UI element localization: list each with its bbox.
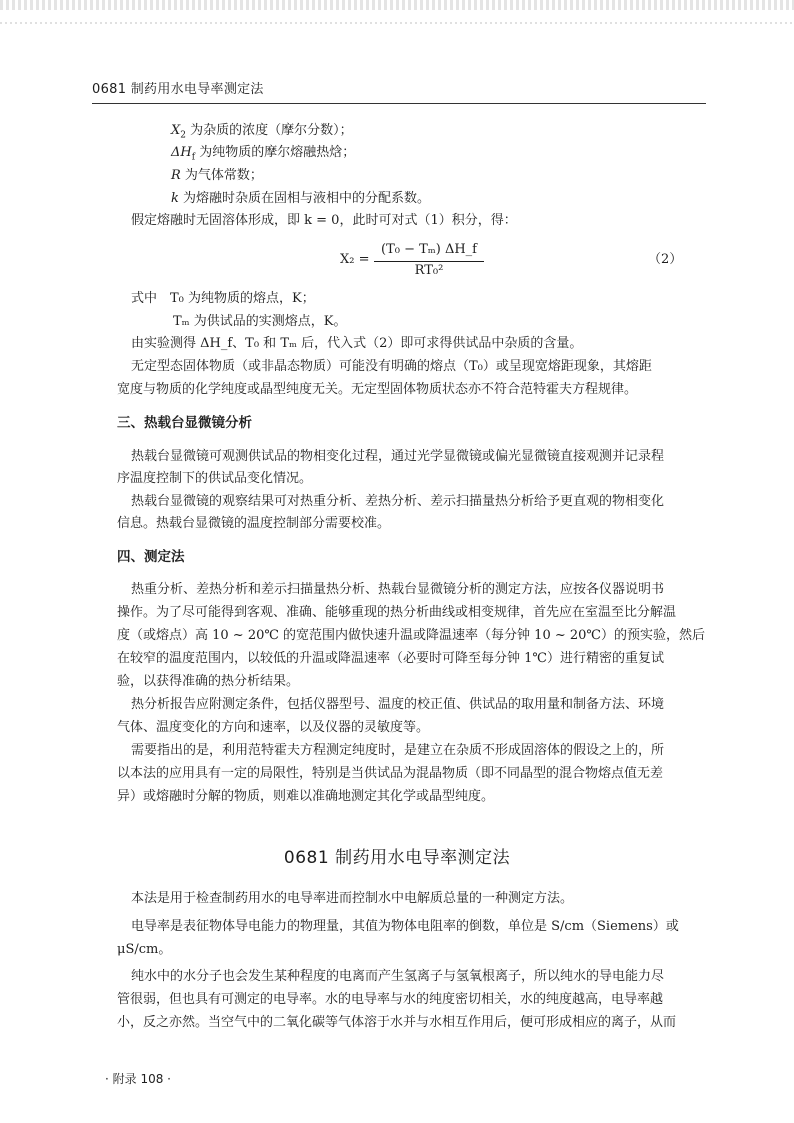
definition-x2: $X_2$ 为杂质的浓度（摩尔分数）； xyxy=(171,123,353,141)
section-4-para-line: 需要指出的是，利用范特霍夫方程测定纯度时，是建立在杂质不形成固溶体的假设之上的，所 xyxy=(131,743,665,758)
section-4-para-line: 在较窄的温度范围内，以较低的升温或降温速率（必要时可降至每分钟 1℃）进行精密的重复试 xyxy=(117,651,664,666)
chapter-para-line: 电导率是表征物体导电能力的物理量，其值为物体电阻率的倒数，单位是 S/cm（Siemens）或 xyxy=(131,919,679,934)
section-4-title: 四、测定法 xyxy=(117,549,185,565)
chapter-title: 0681 制药用水电导率测定法 xyxy=(283,848,511,868)
section-3-para-line: 热载台显微镜的观察结果可对热重分析、差热分析、差示扫描量热分析给予更直观的物相变化 xyxy=(131,494,665,509)
section-3-para-line: 信息。热载台显微镜的温度控制部分需要校准。 xyxy=(117,516,391,531)
chapter-para-line: 纯水中的水分子也会发生某种程度的电离而产生氢离子与氢氧根离子，所以纯水的导电能力尽 xyxy=(131,969,665,984)
measure-line: 由实验测得 ΔH_f、T₀ 和 Tₘ 后，代入式（2）即可求得供试品中杂质的含量。 xyxy=(131,336,583,351)
definition-r: R 为气体常数； xyxy=(171,168,263,183)
section-4-para-line: 操作。为了尽可能得到客观、准确、能够重现的热分析曲线或相变规律，首先应在室温至比分解温 xyxy=(117,605,677,620)
section-4-para-line: 以本法的应用具有一定的局限性，特别是当供试品为混晶物质（即不同晶型的混合物熔点值无差 xyxy=(117,766,664,781)
section-4-para-line: 气体、温度变化的方向和速率，以及仪器的灵敏度等。 xyxy=(117,720,430,735)
where-line-t0: 式中 T₀ 为纯物质的熔点，K； xyxy=(131,291,315,306)
equation-denominator: RT₀² xyxy=(414,263,444,278)
equation-numerator: (T₀ − Tₘ) ΔH_f xyxy=(381,242,477,257)
section-4-para-line: 验，以获得准确的热分析结果。 xyxy=(117,674,300,689)
definition-k: k 为熔融时杂质在固相与液相中的分配系数。 xyxy=(171,191,431,206)
equation-lhs: X₂ = xyxy=(340,252,370,267)
section-4-para-line: 度（或熔点）高 10 ~ 20℃ 的宽范围内做快速升温或降温速率（每分钟 10 ~ 20℃）的预实验，然后 xyxy=(117,628,705,643)
section-4-para-line: 热重分析、差热分析和差示扫描量热分析、热载台显微镜分析的测定方法，应按各仪器说明书 xyxy=(131,582,665,597)
amorphous-para-line: 宽度与物质的化学纯度或晶型纯度无关。无定型固体物质状态亦不符合范特霍夫方程规律。 xyxy=(117,382,638,397)
section-4-para-line: 异）或熔融时分解的物质，则难以准确地测定其化学或晶型纯度。 xyxy=(117,789,495,804)
section-3-para-line: 序温度控制下的供试品变化情况。 xyxy=(117,471,313,486)
scan-noise-line xyxy=(0,22,794,24)
where-line-tm: Tₘ 为供试品的实测熔点，K。 xyxy=(173,314,347,329)
chapter-para-line: 管很弱，但也具有可测定的电导率。水的电导率与水的纯度密切相关，水的纯度越高，电导率越 xyxy=(117,992,664,1007)
section-3-title: 三、热载台显微镜分析 xyxy=(117,415,252,431)
equation-2 xyxy=(340,240,480,280)
scan-noise-top xyxy=(0,0,794,10)
chapter-para-line: μS/cm。 xyxy=(117,942,172,957)
assumption-line: 假定熔融时无固溶体形成，即 k = 0，此时可对式（1）积分，得： xyxy=(131,213,517,228)
header-rule xyxy=(92,103,706,104)
page-folio: · 附录 108 · xyxy=(105,1072,171,1086)
section-4-para-line: 热分析报告应附测定条件，包括仪器型号、温度的校正值、供试品的取用量和制备方法、环境 xyxy=(131,697,665,712)
definition-delta-hf: $\Delta H_f$ 为纯物质的摩尔熔融热焓； xyxy=(171,145,356,163)
chapter-para-line: 小，反之亦然。当空气中的二氧化碳等气体溶于水并与水相互作用后，便可形成相应的离子，从而 xyxy=(117,1015,677,1030)
amorphous-para-line: 无定型态固体物质（或非晶态物质）可能没有明确的熔点（T₀）或呈现宽熔距现象，其熔距 xyxy=(131,359,652,374)
equation-number: （2） xyxy=(648,252,683,267)
section-3-para-line: 热载台显微镜可观测供试品的物相变化过程，通过光学显微镜或偏光显微镜直接观测并记录程 xyxy=(131,449,665,464)
chapter-para-line: 本法是用于检查制药用水的电导率进而控制水中电解质总量的一种测定方法。 xyxy=(131,891,574,906)
running-header: 0681 制药用水电导率测定法 xyxy=(92,82,264,97)
